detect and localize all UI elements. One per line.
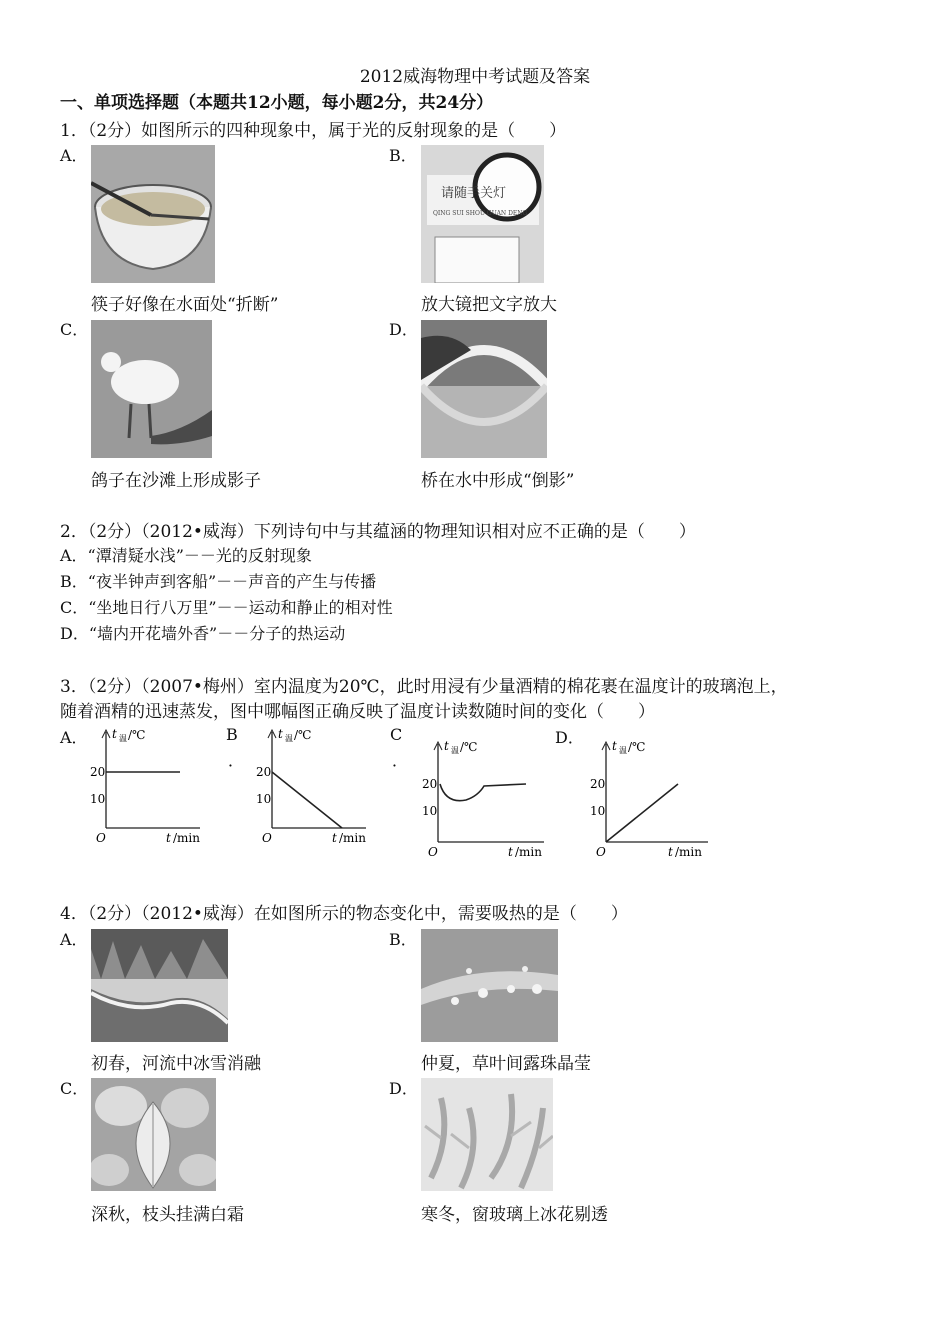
q2-stem: 2．（2分）（2012•威海）下列诗句中与其蕴涵的物理知识相对应不正确的是（ ） xyxy=(60,522,696,542)
svg-text:20: 20 xyxy=(90,765,106,779)
svg-text:10: 10 xyxy=(256,792,272,806)
svg-text:20: 20 xyxy=(590,777,606,791)
q2-option-b: B．“夜半钟声到客船”－－声音的产生与传播 xyxy=(60,572,377,591)
svg-text:/min: /min xyxy=(173,831,200,845)
svg-text:温: 温 xyxy=(619,746,627,755)
svg-text:/min: /min xyxy=(515,845,542,859)
bridge-reflection-photo xyxy=(421,320,547,458)
graph-d xyxy=(590,738,714,862)
svg-text:20: 20 xyxy=(256,765,272,779)
melting-river-photo xyxy=(91,929,228,1042)
svg-text:O: O xyxy=(596,845,606,859)
q1-option-c-label: C． xyxy=(60,320,89,339)
q4-option-c-label: C． xyxy=(60,1079,89,1098)
q1-option-d-caption: 桥在水中形成“倒影” xyxy=(421,471,575,491)
q4-option-b-caption: 仲夏，草叶间露珠晶莹 xyxy=(421,1054,591,1074)
window-frost-photo xyxy=(421,1078,553,1191)
q3-label-d: D． xyxy=(555,728,584,747)
svg-text:20: 20 xyxy=(422,777,438,791)
q3-stem-line2: 随着酒精的迅速蒸发，图中哪幅图正确反映了温度计读数随时间的变化（ ） xyxy=(60,702,655,722)
graph-a xyxy=(90,726,210,848)
q4-option-d-label: D． xyxy=(389,1079,418,1098)
q4-option-d-caption: 寒冬，窗玻璃上冰花剔透 xyxy=(421,1205,608,1225)
svg-text:/min: /min xyxy=(675,845,702,859)
section-heading: 一、单项选择题（本题共12小题，每小题2分，共24分） xyxy=(60,93,494,113)
q3-label-c-dot: ． xyxy=(392,751,409,770)
svg-text:10: 10 xyxy=(90,792,106,806)
pigeon-shadow-photo xyxy=(91,320,212,458)
svg-text:t: t xyxy=(332,831,337,845)
chopsticks-bowl-photo xyxy=(91,145,215,283)
q2-option-c: C．“坐地日行八万里”－－运动和静止的相对性 xyxy=(60,598,393,617)
svg-text:/℃: /℃ xyxy=(460,740,478,754)
svg-text:10: 10 xyxy=(422,804,438,818)
svg-text:/min: /min xyxy=(339,831,366,845)
q1-option-b-label: B． xyxy=(389,146,417,165)
svg-text:t: t xyxy=(508,845,513,859)
q1-option-c-caption: 鸽子在沙滩上形成影子 xyxy=(91,471,261,491)
q3-label-a: A． xyxy=(60,728,88,747)
svg-text:t: t xyxy=(444,739,449,753)
q4-option-a-caption: 初春，河流中冰雪消融 xyxy=(91,1054,261,1074)
q4-option-a-label: A． xyxy=(60,930,88,949)
svg-text:t: t xyxy=(668,845,673,859)
q1-option-a-caption: 筷子好像在水面处“折断” xyxy=(91,295,279,315)
q4-option-c-caption: 深秋，枝头挂满白霜 xyxy=(91,1205,244,1225)
q3-label-b-dot: ． xyxy=(228,751,245,770)
svg-text:t: t xyxy=(612,739,617,753)
svg-text:温: 温 xyxy=(119,734,127,743)
svg-text:t: t xyxy=(112,727,117,741)
sign-pinyin: QING SUI SHOU GUAN DENG xyxy=(433,210,528,217)
svg-text:/℃: /℃ xyxy=(128,728,146,742)
svg-text:10: 10 xyxy=(590,804,606,818)
page-title: 2012威海物理中考试题及答案 xyxy=(359,67,591,87)
svg-text:/℃: /℃ xyxy=(628,740,646,754)
frost-leaves-photo xyxy=(91,1078,216,1191)
svg-text:/℃: /℃ xyxy=(294,728,312,742)
q2-option-a: A．“潭清疑水浅”－－光的反射现象 xyxy=(60,546,312,565)
svg-text:O: O xyxy=(262,831,272,845)
q1-option-d-label: D． xyxy=(389,320,418,339)
q4-stem: 4．（2分）（2012•威海）在如图所示的物态变化中，需要吸热的是（ ） xyxy=(60,904,628,924)
svg-text:O: O xyxy=(96,831,106,845)
magnifier-sign-photo xyxy=(421,145,544,283)
svg-text:O: O xyxy=(428,845,438,859)
q3-label-c: C xyxy=(390,725,403,744)
q3-label-b: B xyxy=(226,725,238,744)
graph-c xyxy=(422,738,552,862)
q1-stem: 1．（2分）如图所示的四种现象中，属于光的反射现象的是（ ） xyxy=(60,121,567,141)
dew-leaf-photo xyxy=(421,929,558,1042)
svg-text:t: t xyxy=(278,727,283,741)
svg-text:t: t xyxy=(166,831,171,845)
svg-text:温: 温 xyxy=(451,746,459,755)
graph-b xyxy=(256,726,376,848)
q3-stem-line1: 3．（2分）（2007•梅州）室内温度为20℃，此时用浸有少量酒精的棉花裹在温度计的玻璃泡上， xyxy=(60,677,788,697)
q1-option-a-label: A． xyxy=(60,146,88,165)
q2-option-d: D．“墙内开花墙外香”－－分子的热运动 xyxy=(60,624,346,643)
svg-text:温: 温 xyxy=(285,734,293,743)
q4-option-b-label: B． xyxy=(389,930,417,949)
sign-text: 请随手关灯 xyxy=(441,186,507,201)
q1-option-b-caption: 放大镜把文字放大 xyxy=(421,295,557,315)
